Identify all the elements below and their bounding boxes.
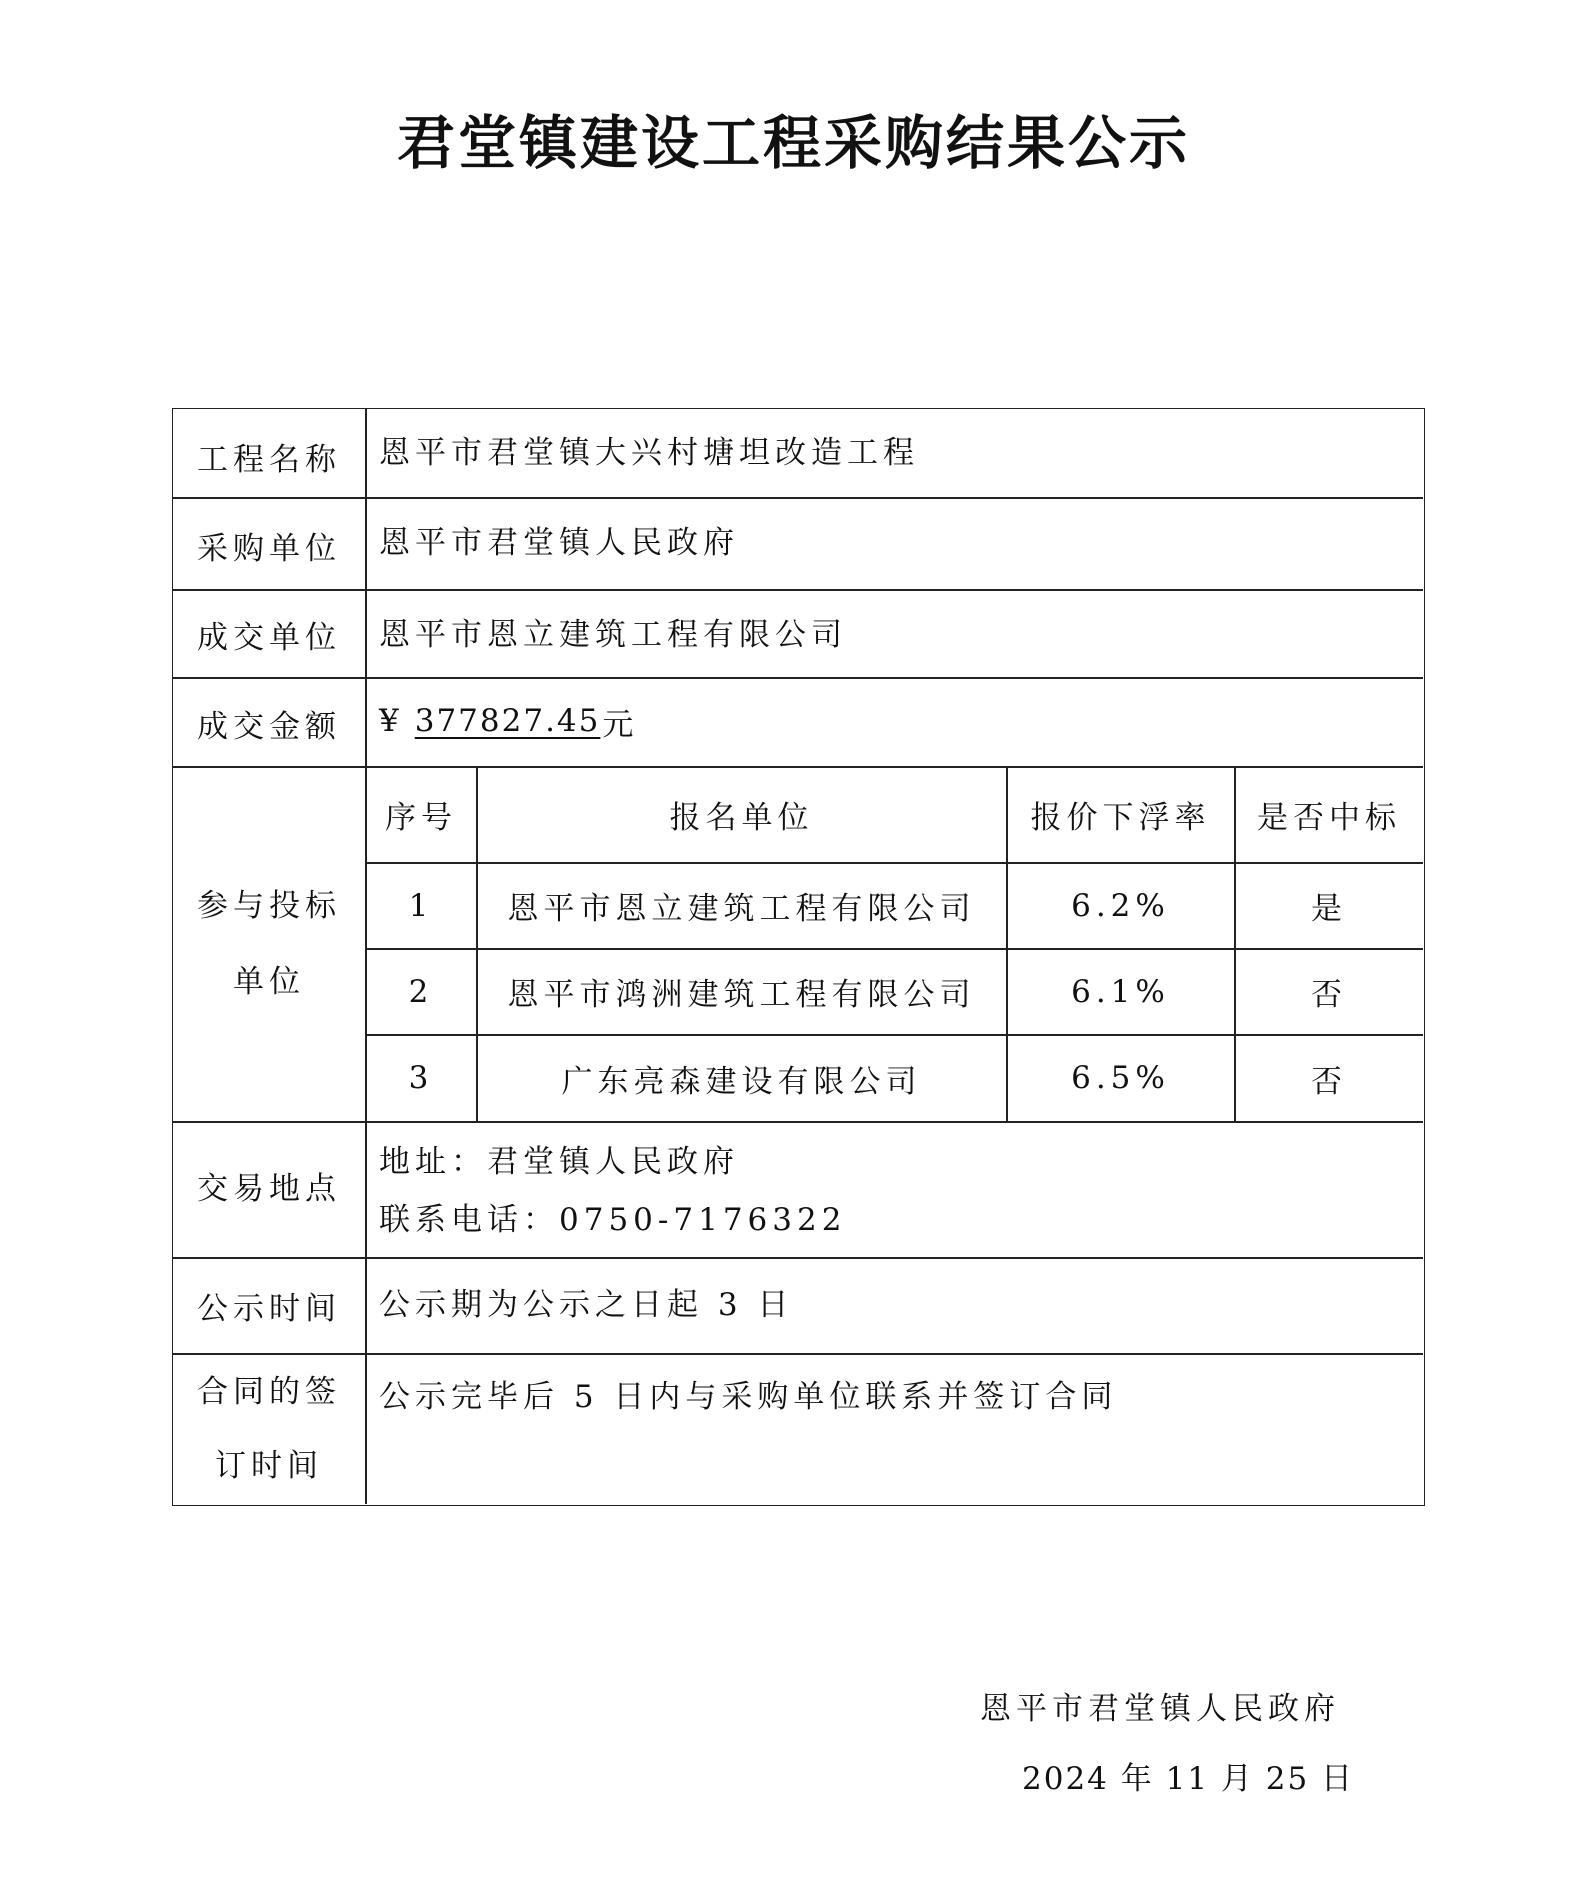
project-label: 工程名称 [197, 442, 341, 478]
signature-org: 恩平市君堂镇人民政府 [980, 1691, 1340, 1727]
amount-unit: 元 [602, 706, 636, 743]
bidder-won: 否 [1311, 1063, 1347, 1100]
bidder-no: 1 [408, 887, 434, 924]
bidder-no: 2 [408, 973, 434, 1010]
amount-value [367, 681, 1429, 761]
location-value [367, 1121, 1429, 1257]
contract-label-line1: 合同的签 [197, 1373, 341, 1410]
bidder-won: 是 [1311, 891, 1347, 927]
header-no: 序号 [385, 799, 457, 836]
contract-label [173, 1353, 365, 1504]
bidders-label-line1: 参与投标 [197, 887, 341, 924]
amount-number: 377827.45 [414, 703, 601, 739]
header-rate: 报价下浮率 [1030, 799, 1211, 836]
winner-label: 成交单位 [197, 620, 341, 656]
project-value: 恩平市君堂镇大兴村塘坦改造工程 [379, 434, 919, 471]
page-title: 君堂镇建设工程采购结果公示 [396, 109, 1190, 177]
notice-period-label: 公示时间 [197, 1291, 341, 1327]
amount-label: 成交金额 [197, 708, 341, 745]
header-won: 是否中标 [1257, 799, 1401, 836]
header-name: 报名单位 [669, 799, 814, 836]
notice-period-value: 公示期为公示之日起 3 日 [379, 1286, 794, 1323]
bidders-label-line2: 单位 [233, 963, 305, 1000]
bidder-rate: 6.1% [1071, 973, 1170, 1010]
row-divider [173, 677, 1423, 679]
contract-value: 公示完毕后 5 日内与采购单位联系并签订合同 [379, 1378, 1118, 1415]
contract-label-line2: 订时间 [215, 1447, 323, 1484]
bidder-won: 否 [1311, 977, 1347, 1013]
purchaser-label: 采购单位 [197, 531, 341, 567]
bidder-name: 恩平市恩立建筑工程有限公司 [507, 891, 976, 927]
purchaser-value: 恩平市君堂镇人民政府 [379, 524, 739, 561]
winner-value: 恩平市恩立建筑工程有限公司 [379, 616, 847, 653]
location-phone: 联系电话：0750-7176322 [379, 1202, 847, 1238]
bidder-rate: 6.2% [1071, 887, 1170, 924]
location-label: 交易地点 [197, 1171, 341, 1207]
signature-date: 2024 年 11 月 25 日 [1022, 1761, 1355, 1797]
bidders-label [173, 766, 365, 1121]
location-address: 地址：君堂镇人民政府 [379, 1144, 739, 1180]
result-table [172, 408, 1425, 1506]
bidder-rate: 6.5% [1071, 1060, 1170, 1096]
bidder-no: 3 [408, 1060, 434, 1096]
currency-symbol: ¥ [379, 703, 401, 739]
bidder-name: 恩平市鸿洲建筑工程有限公司 [507, 977, 976, 1013]
bidder-name: 广东亮森建设有限公司 [561, 1063, 922, 1100]
